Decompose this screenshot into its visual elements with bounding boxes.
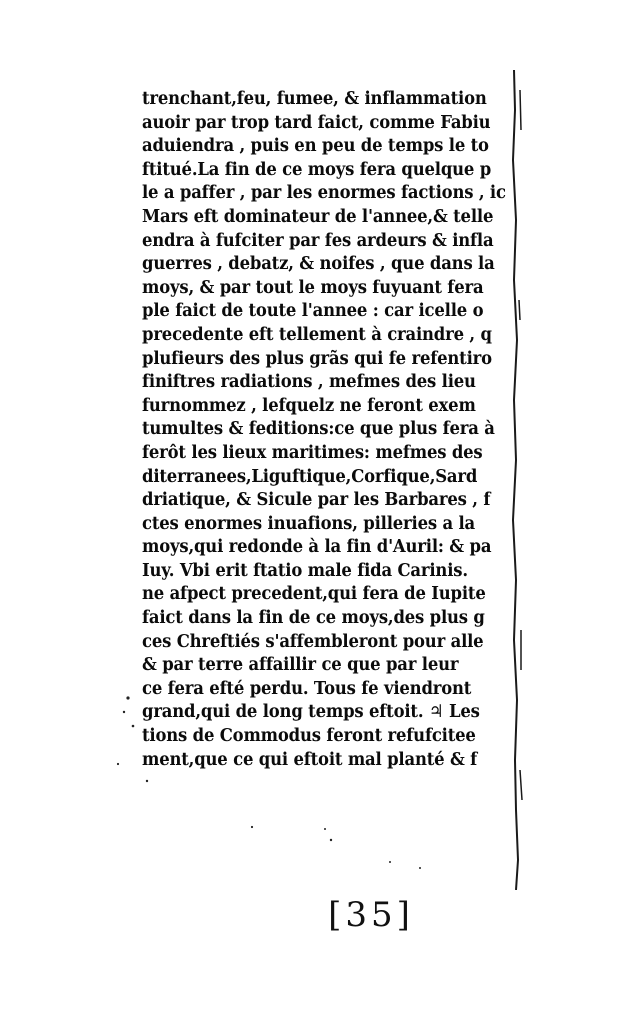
- text-line: guerres , debatz, & noifes , que dans la: [142, 254, 495, 275]
- page-crop-edge: [504, 70, 526, 890]
- text-line: tions de Commodus feront refufcitee: [142, 726, 476, 747]
- text-line: furnommez , lefquelz ne feront exem: [142, 395, 476, 416]
- page-number: [35]: [328, 895, 414, 935]
- page-number-box: [326, 893, 416, 937]
- text-line: ferôt les lieux maritimes: mefmes des: [142, 442, 483, 463]
- text-line: ces Chreftiés s'affembleront pour alle: [142, 631, 484, 652]
- text-line: ne afpect precedent,qui fera de Iupite: [142, 584, 486, 605]
- text-line: Mars eft dominateur de l'annee,& telle: [142, 206, 494, 227]
- text-line: driatique, & Sicule par les Barbares , f: [142, 490, 491, 511]
- text-line: aduiendra , puis en peu de temps le to: [142, 136, 489, 157]
- text-line: grand,qui de long temps eftoit. ♃ Les: [142, 702, 480, 723]
- text-line: ftitué.La fin de ce moys fera quelque p: [142, 159, 492, 180]
- text-line: precedente eft tellement à craindre , q: [142, 324, 492, 345]
- text-line: ctes enormes inuafions, pilleries a la: [142, 513, 476, 534]
- text-line: ment,que ce qui eftoit mal planté & f: [142, 749, 478, 770]
- text-line: trenchant,feu, fumee, & inflammation: [142, 89, 487, 109]
- text-line: auoir par trop tard faict, comme Fabiu: [142, 112, 491, 133]
- text-line: faict dans la fin de ce moys,des plus g: [142, 608, 485, 629]
- text-line: moys, & par tout le moys fuyuant fera: [142, 277, 484, 298]
- text-line: Iuy. Vbi erit ftatio male fida Carinis.: [142, 560, 468, 581]
- text-line: & par terre affaillir ce que par leur: [142, 655, 459, 676]
- text-line: plufieurs des plus grãs qui fe refentiro: [142, 348, 492, 369]
- text-line: ce fera efté perdu. Tous fe viendront: [142, 678, 472, 699]
- text-line: tumultes & feditions:ce que plus fera à: [142, 419, 495, 440]
- text-line: diterranees,Liguftique,Corfique,Sard: [142, 466, 478, 487]
- text-line: ple faict de toute l'annee : car icelle o: [142, 301, 484, 322]
- text-line: endra à fufciter par fes ardeurs & infla: [142, 230, 494, 251]
- text-line: moys,qui redonde à la fin d'Auril: & pa: [142, 537, 492, 558]
- text-line: finiftres radiations , mefmes des lieu: [142, 372, 476, 393]
- body-text: [142, 88, 512, 808]
- text-line: le a paffer , par les enormes factions , ic: [142, 183, 506, 204]
